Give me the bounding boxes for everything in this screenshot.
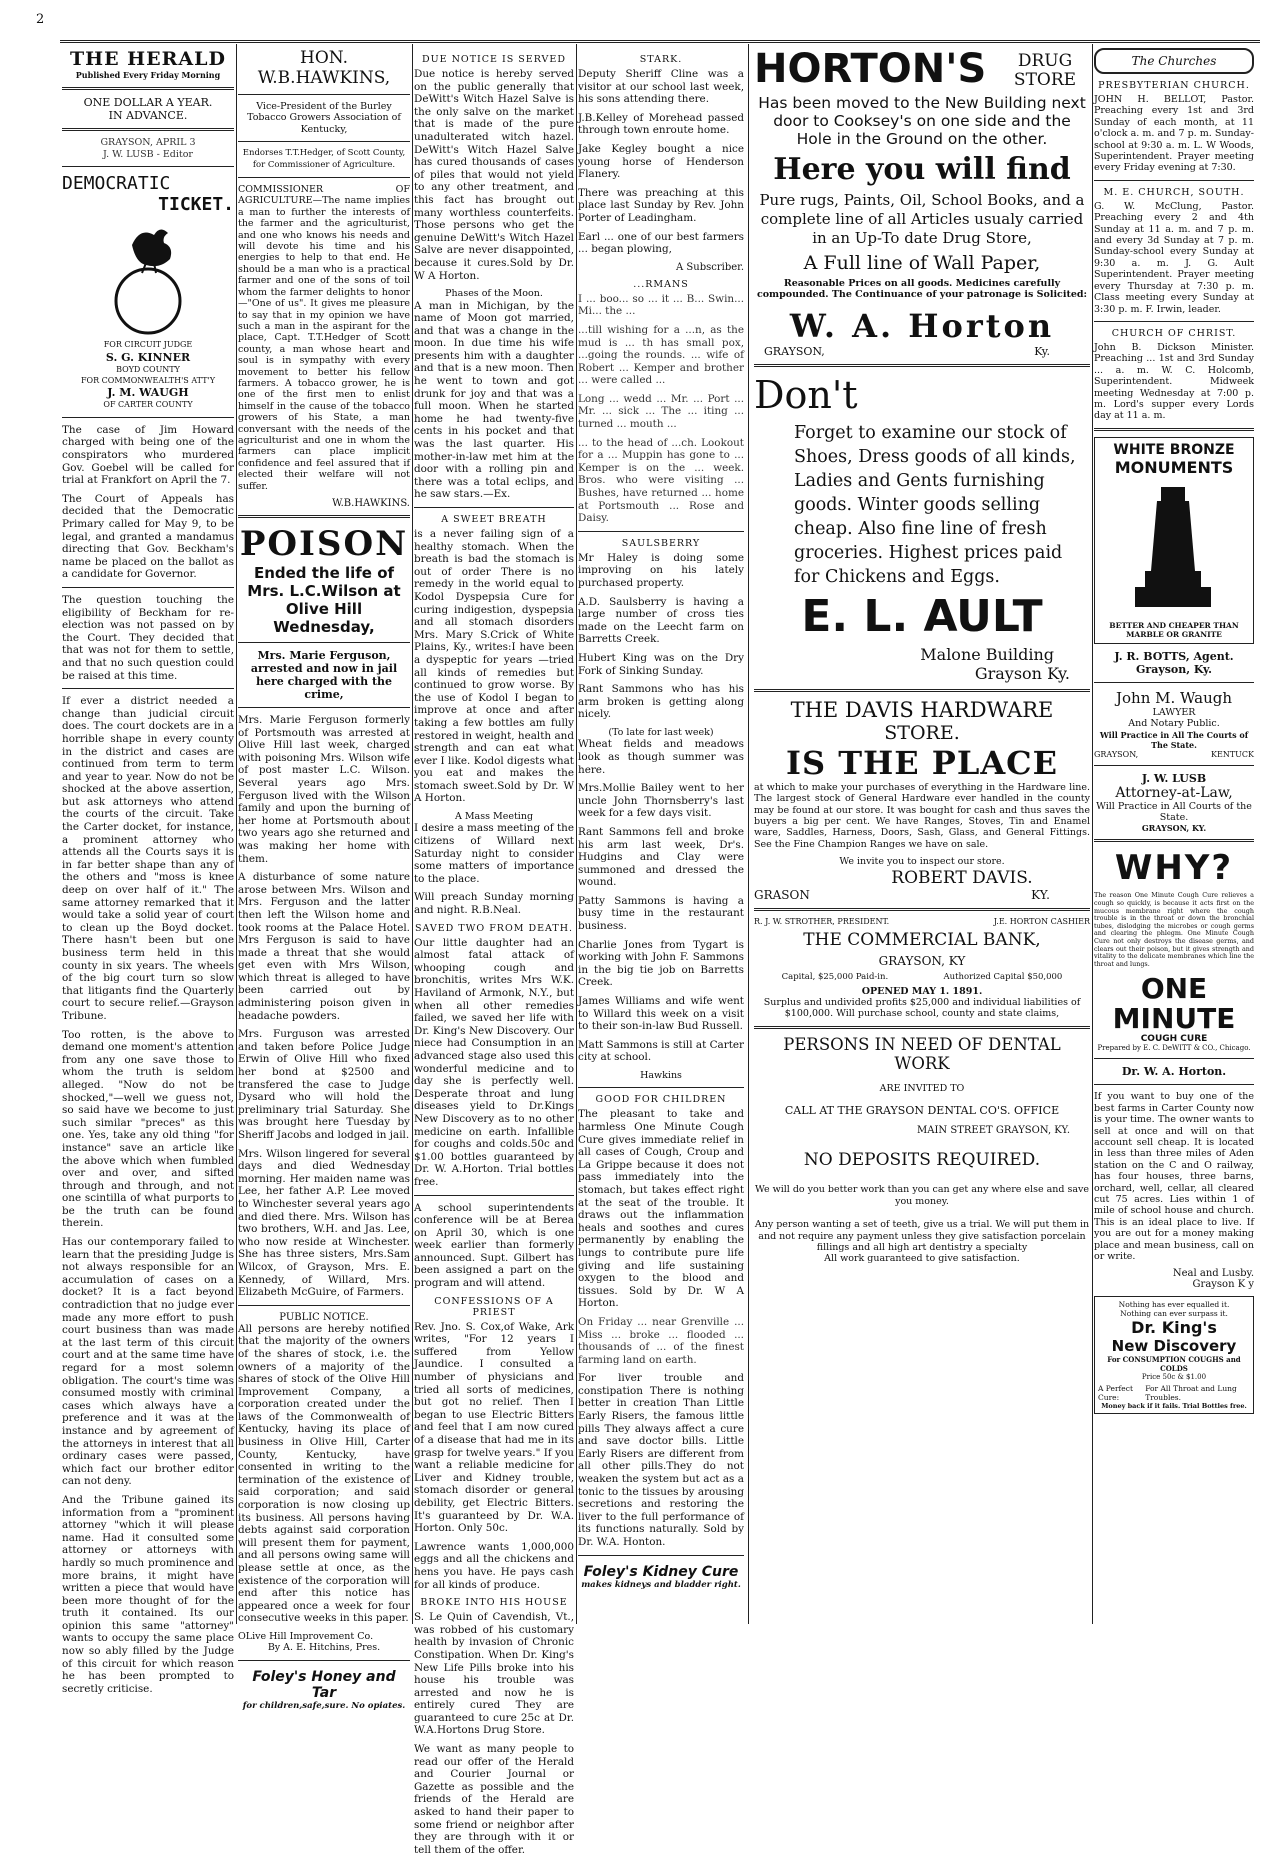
paragraph: Mrs. Marie Ferguson formerly of Portsmouth was arrested at Olive Hill last week, charged with poisoning Mrs. Wilson wife of post master L.C. Wilson. Several years ago Mrs. Ferguson lived with the Wilson family and upon the burning of her home at Portsmouth about two years ago she returned and was making her home with them. bbox=[238, 714, 410, 865]
rule bbox=[62, 417, 234, 418]
paragraph: is a never failing sign of a healthy stomach. When the breath is bad the stomach is out of order There is no remedy in the world equal to Kodol Dyspepsia Cure for curing indigestion, dyspepsia and all stomach disorders Mrs. Mary S.Crick of White Plains, Ky., writes:I have been a dyspeptic for years —tried all kinds of remedies but continued to grow worse. By the use of Kodol I began to improve at once and after taking a few bottles am fully restored in weight, health and strength and can eat what ever I like. Kodol digests what you eat and makes the stomach sweet.Sold by Dr. W A Horton. bbox=[414, 528, 574, 805]
paragraph: Has our contemporary failed to learn that the presiding Judge is not always responsible for an accumulation of cases on a docket? It is a fact beyond contradiction that no judge ever made any more effort to push court business than was made at the last term of this circuit court and at the same time have regard for a most solemn obligation. The court's time was consumed mostly with criminal cases which always have a preference and it was at the instance and by agreement of the attorneys in interest that all ordinary cases were passed, which fact our brother editor can not deny. bbox=[62, 1236, 234, 1488]
paragraph: A.D. Saulsberry is having a large number of cross ties made on the Leecht farm on Barretts Creek. bbox=[578, 595, 744, 646]
drking-title: Dr. King's bbox=[1131, 1318, 1217, 1338]
drking-newdisc: New Discovery bbox=[1111, 1337, 1237, 1356]
minute-heading: MINUTE bbox=[1112, 1002, 1236, 1036]
paragraph: Our little daughter had an almost fatal attack of whooping cough and bronchitis, writes Mrs W.K. Haviland of Armonk, N.Y., but when all other remedies failed, we saved her life with Dr. King's New Discovery. Our niece had Consumption in an advanced stage also used this wonderful medicine and to day she is perfectly well. Desperate throat and lung diseases yield to Dr.Kings New Discovery as to no other medicine on earth. Infallible for coughs and colds.50c and $1.00 bottles guaranteed by Dr. W. A.Horton. Trial bottles free. bbox=[414, 936, 574, 1188]
drking-nothing1: Nothing has ever equalled it. bbox=[1118, 1300, 1230, 1310]
monument-ad bbox=[1094, 437, 1254, 644]
why-body: The reason One Minute Cough Cure relieves a cough so quickly, is because it acts first on the mucous membrane right where the cough trouble is in the throat or down the bronchial tubes, dislodging the microbes or cough germs and clearing the phlegm. One Minute Cough Cure not only destroys the disease germs, and clears out their poison, but it gives strength and vitality to the delicate membranes which line the throat and lungs. bbox=[1094, 891, 1254, 968]
rule bbox=[1094, 1058, 1254, 1059]
dental-better: We will do you better work than you can get any where else and save you money. bbox=[754, 1184, 1090, 1207]
horton-name-small: Dr. W. A. Horton. bbox=[1121, 1065, 1227, 1079]
ault-ad bbox=[754, 373, 1090, 683]
horton-moved: Has been moved to the New Building next door to Cooksey's on one side and the Hole in the Ground on the other. bbox=[758, 94, 1086, 148]
editor-line: J. W. LUSB - Editor bbox=[103, 148, 193, 160]
atty-name: J. M. WAUGH bbox=[107, 386, 189, 400]
foley-kidney-ad: Foley's Kidney Cure bbox=[583, 1563, 739, 1580]
paragraph: James Williams and wife went to Willard this week on a visit to their son-in-law Bud Russell. bbox=[578, 995, 744, 1033]
paragraph: The Court of Appeals has decided that the Democratic Primary called for May 9, to be legal, and granted a mandamus directing that Gov. Beckham's name be placed on the ballot as a candidate for Governor. bbox=[62, 492, 234, 581]
bank-capital bbox=[754, 972, 1090, 982]
waugh-footer bbox=[1094, 750, 1254, 759]
bank-ad bbox=[754, 917, 1090, 1020]
paragraph: A man in Michigan, by the name of Moon got married, and that was a change in the moon. In due time his wife presents him with a daughter and that is a new moon. Then he went to town and got drunk for joy and that was a full moon. When he started home he had twenty-five cents in his pocket and that was the last quarter. His mother-in-law met him at the door with a rolling pin and there was a total eclips, and he saw stars.—Ex. bbox=[414, 299, 574, 501]
davis-place: IS THE PLACE bbox=[785, 743, 1059, 782]
rule bbox=[754, 908, 1090, 911]
page-number: 2 bbox=[36, 12, 45, 27]
paragraph: The pleasant to take and harmless One Minute Cough Cure gives immediate relief in all cases of Cough, Croup and La Grippe because it does not pass immediately into the stomach, but takes effect right at the seat of the trouble. It draws out the inflammation heals and soothes and cures permanently by enabling the lungs to contribute pure life giving and life sustaining oxygen to the blood and tissues. Sold by Dr. W A Horton. bbox=[578, 1108, 744, 1310]
rule bbox=[1094, 428, 1254, 431]
rule bbox=[1094, 321, 1254, 322]
bank-cashier: J.E. HORTON CASHIER bbox=[993, 916, 1090, 926]
capital-authorized: Authorized Capital $50,000 bbox=[943, 971, 1063, 982]
paragraph: And the Tribune gained its information from a "prominent attorney "which it will please name. Had it consulted some attorney or attorneys with hardly so much prominence and more brains, it might have written a piece that would have been more thought of for the truth it contained. Its our opinion this same "attorney" wants to occupy the same place now so ably filled by the Judge of this circuit for which reason he has been prompted to secretly criticise. bbox=[62, 1493, 234, 1695]
coughcure-label: COUGH CURE bbox=[1140, 1034, 1208, 1045]
paragraph: Mrs. Wilson lingered for several days and died Wednesday morning. Her maiden name was Lee, her father A.P. Lee moved to Winchester several years ago and died there. Mrs. Wilson has two brothers, W.H. and Jas. Lee, who now reside at Winchester. She has three sisters, Mrs.Sam Wilcox, of Grayson, Mrs. E. Kennedy, of Willard, Mrs. Elizabeth McGuire, of Farmers. bbox=[238, 1147, 410, 1299]
paragraph: ... to the head of ...ch. Lookout for a ... Muppin has gone to ... Kemper is on the ... week. Bros. who were visiting ... Bushes, have returned ... home at Portsmouth ... Rose and Daisy. bbox=[578, 436, 744, 525]
rule bbox=[1094, 1084, 1254, 1085]
paragraph: Charlie Jones from Tygart is working with John F. Sammons in the big tie job on Barretts Creek. bbox=[578, 938, 744, 989]
column-2 bbox=[238, 48, 410, 1711]
monument-sub: MONUMENTS bbox=[1114, 457, 1234, 477]
botts-name: J. R. BOTTS, Agent. bbox=[1114, 649, 1234, 663]
rule bbox=[414, 507, 574, 508]
notice-heading: PUBLIC NOTICE. bbox=[279, 1311, 369, 1323]
dental-street: MAIN STREET GRAYSON, KY. bbox=[917, 1125, 1070, 1137]
paragraph: J.B.Kelley of Morehead passed through town enroute home. bbox=[578, 111, 744, 137]
heading: A Mass Meeting bbox=[454, 811, 534, 823]
hawkins-heading: W.B.HAWKINS, bbox=[257, 68, 391, 88]
rule bbox=[754, 364, 1090, 367]
bank-president: R. J. W. STROTHER, PRESIDENT. bbox=[754, 916, 890, 926]
horton-wallpaper: A Full line of Wall Paper, bbox=[803, 252, 1041, 274]
paragraph: I ... boo... so ... it ... B... Swin... Mi... the ... bbox=[578, 292, 744, 318]
dental-call: CALL AT THE GRAYSON DENTAL CO'S. OFFICE bbox=[784, 1104, 1060, 1118]
ky-label: KY. bbox=[1031, 887, 1050, 902]
paragraph: We want as many people to read our offer of the Herald and Courier Journal or Gazette as possible and the friends of the Herald are asked to hand their paper to some friend or neighbor after they are through with it or tell them of the offer. bbox=[414, 1743, 574, 1856]
rule bbox=[578, 1555, 744, 1556]
heading: Phases of the Moon. bbox=[445, 288, 543, 300]
paragraph: All persons are hereby notified that the majority of the owners of the shares of stock, i.e. the owners of a majority of the shares of stock of the Olive Hill Improvement Company, a corporation created under the laws of the Commonwealth of Kentucky, having its place of business in Olive Hill, Carter County, Kentucky, have consented in writing to the termination of the existence of said corporation; and said corporation is now closing up its business. All persons having debts against said corporation will present them for payment, and all persons owing same will please settle at once, as the existence of the corporation will end after this notice has appeared once a week for four consecutive weeks in this paper. bbox=[238, 1322, 410, 1625]
published-line: Published Every Friday Morning bbox=[75, 70, 221, 80]
rule bbox=[62, 128, 234, 131]
atty-label: FOR COMMONWEALTH'S ATT'Y bbox=[81, 376, 215, 386]
waugh-practice: Will Practice in All The Courts of The State. bbox=[1099, 729, 1249, 750]
paragraph: I desire a mass meeting of the citizens of Willard next Saturday night to consider some matters of importance to the place. bbox=[414, 822, 574, 885]
foley-kidney-sub: makes kidneys and bladder right. bbox=[581, 1579, 741, 1590]
late-note: (To late for last week) bbox=[608, 726, 714, 738]
davis-ad bbox=[754, 698, 1090, 902]
democratic-heading: DEMOCRATIC bbox=[62, 173, 171, 195]
rule bbox=[1094, 682, 1254, 683]
paragraph: A disturbance of some nature arose between Mrs. Wilson and Mrs. Ferguson and the latter then left the Wilson home and took rooms at the Palace Hotel. Mrs Ferguson is said to have made a threat that she would get even with Mrs Wilson, which threat is alleged to have been carried out by administering poison given in headache powders. bbox=[238, 871, 410, 1022]
ticket-heading: TICKET. bbox=[158, 194, 234, 216]
lusb-practice: Will Practice in All Courts of the State. bbox=[1096, 800, 1252, 823]
paragraph: The case of Jim Howard charged with being one of the conspirators who murdered Gov. Goebel will be called for trial at Frankfort on April the 7. bbox=[62, 423, 234, 487]
rule bbox=[238, 1305, 410, 1306]
heading: ...RMANS bbox=[633, 278, 689, 290]
column-rule bbox=[236, 44, 237, 1624]
lusb-title: Attorney-at-Law, bbox=[1115, 784, 1233, 801]
column-1 bbox=[62, 48, 234, 1695]
endorse-line: Endorses T.T.Hedger, of Scott County, for Commissioner of Agriculture. bbox=[242, 148, 406, 170]
churches-heading: The Churches bbox=[1094, 48, 1254, 74]
rule bbox=[1094, 765, 1254, 766]
rule bbox=[238, 141, 410, 142]
column-rule bbox=[1092, 44, 1093, 1624]
paragraph: Rant Sammons who has his arm broken is getting along nicely. bbox=[578, 683, 744, 721]
waugh-name: John M. Waugh bbox=[1115, 688, 1232, 707]
paragraph: Deputy Sheriff Cline was a visitor at our school last week, his sons attending there. bbox=[578, 68, 744, 106]
masthead: THE HERALD bbox=[70, 48, 226, 70]
monument-title: WHITE BRONZE bbox=[1113, 441, 1235, 458]
president-line: By A. E. Hitchins, Pres. bbox=[267, 1642, 381, 1654]
paragraph: Mr Haley is doing some improving on his lately purchased property. bbox=[578, 551, 744, 589]
dental-invited: ARE INVITED TO bbox=[879, 1082, 965, 1094]
horton-prices: Reasonable Prices on all goods. Medicines carefully compounded. The Continuance of your patronage is Solicited: bbox=[756, 278, 1088, 301]
top-rule bbox=[60, 40, 1260, 43]
bank-officers bbox=[754, 917, 1090, 926]
horton-items: Pure rugs, Paints, Oil, School Books, and a complete line of all Articles usualy carried in an Up-To date Drug Store, bbox=[759, 191, 1085, 247]
davis-invite: We invite you to inspect our store. bbox=[839, 856, 1005, 868]
one-heading: ONE bbox=[1140, 972, 1208, 1006]
paragraph: JOHN H. BELLOT, Pastor. Preaching every 1st and 3rd Sunday of each month, at 11 o'clock a. m. and 7 p. m. Sunday-school at 9:30 a. m. L. W Woods, Superintendent. Prayer meeting every Friday evening at 7:30. bbox=[1094, 94, 1254, 174]
heading: BROKE INTO HIS HOUSE bbox=[420, 1597, 568, 1609]
paragraph: The question touching the eligibility of Beckham for re-election was not passed on by the Court. They decided that that was not for them to settle, and that no such question could be raised at this time. bbox=[62, 593, 234, 682]
column-rule bbox=[748, 44, 749, 1624]
paragraph: Wheat fields and meadows look as though summer was here. bbox=[578, 738, 744, 776]
paragraph: Matt Sammons is still at Carter city at school. bbox=[578, 1038, 744, 1064]
rule bbox=[414, 1195, 574, 1196]
dateline: GRAYSON, APRIL 3 bbox=[100, 137, 196, 149]
heading: SAVED TWO FROM DEATH. bbox=[414, 922, 574, 934]
heading: CONFESSIONS OF A PRIEST bbox=[434, 1295, 554, 1318]
paragraph: Too rotten, is the above to demand one moment's attention from any one save those to whom the truth is seldom alleged. "Now do not be shocked,"—well we guess not, so said have we become to just such similar "preces" as this one. Yes, take any old thing "for instance" save an article like the above which when fumbled over and over, and sifted through and through, and not one scintilla of what purports to be the truth can be found therein. bbox=[62, 1028, 234, 1230]
kentuck-label: KENTUCK bbox=[1211, 749, 1254, 759]
lusb-location: GRAYSON, KY. bbox=[1141, 823, 1207, 834]
paragraph: COMMISSIONER OF AGRICULTURE—The name implies a man to further the interests of the farmer and the agriculturist, and one who knows his needs and will devote his time and his energies to help to that end. He should be a man who is a practical farmer and one of the sons of toil whom the farmer delights to honor—"One of us". It gives me pleasure to say that in my opinion we have such a man in the aspirant for the place, Capt. T.T.Hedger of Scott county, a man whose heart and soul is in sympathy with every movement to better his fellow farmers. A tobacco grower, he is one of the first men to enlist himself in the cause of the tobacco growers of his State, a man conversant with the needs of the agriculturist and one in whom the farmers can place implicit confidence and feel assured that if elected their welfare will not suffer. bbox=[238, 184, 410, 492]
capital-paid: Capital, $25,000 Paid-in. bbox=[781, 971, 889, 982]
rule bbox=[62, 87, 234, 90]
bank-location: GRAYSON, KY bbox=[878, 953, 966, 968]
arrested-heading: Mrs. Marie Ferguson, arrested and now in jail here charged with the crime, bbox=[250, 649, 398, 701]
botts-location: Grayson, Ky. bbox=[1136, 662, 1212, 676]
dental-nodeposit: NO DEPOSITS REQUIRED. bbox=[803, 1150, 1041, 1171]
rule bbox=[238, 515, 410, 518]
ault-building: Malone Building bbox=[920, 644, 1054, 664]
grayson-label: GRAYSON, bbox=[1094, 749, 1139, 759]
waugh-notary: And Notary Public. bbox=[1128, 718, 1220, 730]
rule bbox=[238, 177, 410, 178]
rule bbox=[1094, 180, 1254, 181]
paragraph: Rev. Jno. S. Cox,of Wake, Ark writes, "For 12 years I suffered from Yellow Jaundice. I consulted a number of physicians and tried all sorts of medicines, but got no relief. Then I began to use Electric Bitters and feel that I am now cured of a disease that had me in its grasp for twelve years." If you want a reliable medicine for Liver and Kidney trouble, stomach disorder or general debility, get Electric Bitters. It's guaranteed by Dr. W.A. Horton. Only 50c. bbox=[414, 1320, 574, 1535]
signature: W.B.HAWKINS. bbox=[332, 498, 410, 509]
column-rule bbox=[576, 44, 577, 1624]
paragraph: Will preach Sunday morning and night. R.B.Neal. bbox=[414, 891, 574, 917]
neal-location: Grayson K y bbox=[1192, 1279, 1254, 1291]
bank-opened: OPENED MAY 1. 1891. bbox=[861, 985, 983, 997]
heading: GOOD FOR CHILDREN bbox=[595, 1094, 727, 1106]
paragraph: A school superintendents conference will be at Berea on April 30, which is one week earlier than formerly announced. Supt. Gilbert has been assigned a part on the program and will attend. bbox=[414, 1201, 574, 1290]
davis-title: THE DAVIS HARDWARE bbox=[790, 697, 1054, 722]
dont-heading: Don't bbox=[754, 372, 858, 417]
horton-footer bbox=[754, 345, 1090, 358]
heading: PRESBYTERIAN CHURCH. bbox=[1098, 80, 1250, 91]
drking-ad bbox=[1094, 1296, 1254, 1414]
column-4 bbox=[578, 48, 744, 1588]
paragraph: Earl ... one of our best farmers ... began plowing, bbox=[578, 230, 744, 256]
davis-footer bbox=[754, 888, 1090, 902]
paragraph: Due notice is hereby served on the public generally that DeWitt's Witch Hazel Salve is the only salve on the market that is made of the pure unadulterated witch hazel. DeWitt's Witch Hazel Salve has cured thousands of cases of piles that would not yield to any other treatment, and this fact has brought out many worthless counterfeits. Those persons who get the genuine DeWitt's Witch Hazel Salve are never disappointed, because it cures.Sold by Dr. W A Horton. bbox=[414, 68, 574, 282]
advance-line: IN ADVANCE. bbox=[108, 109, 188, 123]
ault-body: Forget to examine our stock of Shoes, Dress goods of all kinds, Ladies and Gents furnishing goods. Winter goods selling cheap. Also fine line of fresh groceries. Highest prices paid for Chickens and Eggs. bbox=[794, 422, 1076, 587]
rule bbox=[238, 642, 410, 643]
horton-find: Here you will find bbox=[773, 152, 1071, 187]
davis-store: STORE. bbox=[884, 721, 960, 744]
paragraph: Patty Sammons is having a busy time in the restaurant business. bbox=[578, 894, 744, 933]
judge-label: FOR CIRCUIT JUDGE bbox=[103, 340, 193, 350]
drking-throat: For All Throat and Lung Troubles. bbox=[1145, 1384, 1237, 1403]
paragraph: Hubert King was on the Dry Fork of Sinking Sunday. bbox=[578, 651, 744, 677]
heading: CHURCH OF CHRIST. bbox=[1111, 327, 1237, 339]
bank-name: THE COMMERCIAL BANK, bbox=[803, 929, 1041, 950]
paragraph: S. Le Quin of Cavendish, Vt., was robbed of his customary health by invasion of Chronic Constipation. When Dr. King's New Life Pills broke into his house his trouble was arrested and now he is entirely cured They are guaranteed to cure 25c at Dr. W.A.Hortons Drug Store. bbox=[414, 1611, 574, 1737]
column-6 bbox=[1094, 48, 1254, 1608]
rule bbox=[578, 531, 744, 532]
foley-honey-sub: for children,safe,sure. No opiates. bbox=[242, 1700, 406, 1711]
rule bbox=[754, 1026, 1090, 1029]
paragraph: John B. Dickson Minister. Preaching ... 1st and 3rd Sunday ... a. m. W. C. Holcomb, Superintendent. Midweek meeting Wednesday at 7:00 p. m. Lord's supper every Lords day at 11 a. m. bbox=[1094, 341, 1254, 422]
signature: A Subscriber. bbox=[676, 261, 744, 273]
paragraph: Lawrence wants 1,000,000 eggs and all the chickens and hens you have. He pays cash for all kinds of produce. bbox=[414, 1540, 574, 1591]
paragraph: ...till wishing for a ...n, as the mud is ... th has small pox, ...going the rounds. ... wife of Robert ... Kemper and brother ... were called ... bbox=[578, 323, 744, 387]
paragraph: Jake Kegley bought a nice young horse of Henderson Flanery. bbox=[578, 142, 744, 181]
rule bbox=[238, 94, 410, 95]
dental-guar: All work guaranteed to give satisfaction. bbox=[824, 1253, 1020, 1265]
column-rule bbox=[412, 44, 413, 1624]
drking-money: Money back if it fails. Trial Bottles free. bbox=[1101, 1402, 1247, 1411]
rooster-emblem-icon bbox=[62, 215, 234, 335]
dental-ad bbox=[754, 1035, 1090, 1265]
heading: STARK. bbox=[639, 54, 683, 65]
judge-county: BOYD COUNTY bbox=[116, 364, 180, 374]
foley-honey-ad: Foley's Honey and Tar bbox=[252, 1668, 396, 1701]
davis-robert: ROBERT DAVIS. bbox=[891, 867, 1033, 888]
ault-name: E. L. AULT bbox=[801, 590, 1043, 642]
heading: M. E. CHURCH, SOUTH. bbox=[1103, 186, 1245, 198]
rule bbox=[62, 587, 234, 588]
lusb-name: J. W. LUSB bbox=[1141, 771, 1207, 785]
davis-body: at which to make your purchases of everything in the Hardware line. The largest stock of General Hardware ever handled in the county may be found at our store. It was bought for cash and thus saves the buyers a big per cent. We have Ranges, Stoves, Tin and Enamel ware, Saddles, Harness, Doors, Sash, Glass, and General Fittings. See the Fine Champion Ranges we have on sale. bbox=[754, 781, 1090, 850]
grason-label: GRASON bbox=[754, 887, 810, 902]
column-5-ads bbox=[754, 48, 1090, 1608]
ky-label: Ky. bbox=[1034, 344, 1050, 358]
neal-line: Neal and Lusby. bbox=[1172, 1268, 1254, 1280]
paragraph: There was preaching at this place last Sunday by Rev. John Porter of Leadingham. bbox=[578, 186, 744, 224]
rule bbox=[62, 688, 234, 689]
hawkins-sub: Vice-President of the Burley Tobacco Growers Association of Kentucky, bbox=[247, 101, 401, 135]
ended-heading: Ended the life of Mrs. L.C.Wilson at Olive Hill Wednesday, bbox=[247, 564, 401, 636]
heading: DUE NOTICE IS SERVED bbox=[422, 54, 566, 65]
drking-row bbox=[1098, 1384, 1250, 1402]
horton-ad bbox=[754, 48, 1090, 358]
why-heading: WHY? bbox=[1114, 848, 1234, 889]
dental-any: Any person wanting a set of teeth, give us a trial. We will put them in and not require any payment unless they give satisfaction porcelain fillings and all high art dentistry a specialty bbox=[754, 1219, 1090, 1253]
poison-heading: POISON bbox=[239, 524, 409, 564]
paragraph: If ever a district needed a change than judicial circuit does. The court dockets are in a horrible shape in every county in the district and cases are continued from term to term and year to year. Now do not be shocked at the above assertion, but ask attorneys who attend the courts of the circuit. Take the Carter docket, for instance, a prominent attorney who attends all the Courts says it is in far better shape than any of the others and "moss is knee deep on over half of it." The same attorney remarked that it would take a solid year of court to clean up the Boyd docket. There hasn't been but one business term held in this county in six years. The wheels of the big court turn so slow that litigants find the Quarterly court to secure relief.—Grayson Tribune. bbox=[62, 695, 234, 1022]
drking-for: For CONSUMPTION COUGHS and COLDS bbox=[1107, 1355, 1241, 1374]
horton-sign: W. A. Horton bbox=[789, 306, 1055, 345]
paragraph: Mrs.Mollie Bailey went to her uncle John Thornsberry's last week for a few days visit. bbox=[578, 782, 744, 820]
paragraph: G. W. McClung, Pastor. Preaching every 2 and 4th Sunday at 11 a. m. and 7 p. m. and every 3d Sunday at 7 p. m. Sunday-school every Sunday at 9:30 a. m. J. G. Ault Superintendent. Prayer meeting every Thursday at 7:30 p. m. Class meeting every Sunday at 3:30 p. m. F. Irwin, leader. bbox=[1094, 200, 1254, 315]
waugh-lawyer: LAWYER bbox=[1152, 706, 1196, 718]
judge-name: S. G. KINNER bbox=[105, 350, 191, 364]
prepared-line: Prepared by E. C. DeWITT & CO., Chicago. bbox=[1097, 1044, 1251, 1053]
paragraph: Mrs. Furguson was arrested and taken before Police Judge Erwin of Olive Hill who fixed her bond at $2500 and transfered the case to Judge Dysard who will hold the preliminary trial Saturday. She was brought here Tuesday by Sheriff Jacobs and lodged in jail. bbox=[238, 1028, 410, 1141]
rule bbox=[238, 1660, 410, 1661]
rule bbox=[754, 689, 1090, 692]
rule bbox=[238, 707, 410, 708]
company-line: OLive Hill Improvement Co. bbox=[238, 1630, 374, 1642]
rule bbox=[62, 166, 234, 167]
paragraph: If you want to buy one of the best farms in Carter County now is your time. The owner wants to sell at once and will on that account sell cheap. It is located in less than three miles of Aden station on the C and O railway, has four houses, three barns, orchard, well, cellar, all cleared cut 75 acres. Lies within 1 of mile of school house and church. This is an ideal place to live. If you are out for a money making place and mean business, call on or write. bbox=[1094, 1091, 1254, 1262]
horton-name: HORTON'S bbox=[754, 46, 987, 92]
bank-surplus: Surplus and undivided profits $25,000 and individual liabilities of $100,000. Will purchase school, county and state claims, bbox=[763, 997, 1081, 1020]
drking-price: Price 50c & $1.00 bbox=[1141, 1373, 1207, 1382]
paragraph: Rant Sammons fell and broke his arm last week, Dr's. Hudgins and Clay were summoned and dressed the wound. bbox=[578, 825, 744, 889]
column-3 bbox=[414, 48, 574, 1856]
monument-icon bbox=[1099, 477, 1247, 617]
ault-location: Grayson Ky. bbox=[974, 663, 1070, 683]
rule bbox=[1094, 839, 1254, 842]
grayson-label: GRAYSON, bbox=[764, 344, 825, 358]
rule bbox=[578, 1087, 744, 1088]
paragraph: Long ... wedd ... Mr. ... Port ... Mr. ... sick ... The ... iting ... turned ... mouth ... bbox=[578, 392, 744, 431]
hon-heading: HON. bbox=[300, 48, 348, 68]
dental-heading: PERSONS IN NEED OF DENTAL WORK bbox=[783, 1034, 1061, 1073]
horton-drug: DRUG STORE bbox=[1013, 51, 1077, 90]
paragraph: On Friday ... near Grenville ... Miss ... broke ... flooded ... thousands of ... of the finest farming land on earth. bbox=[578, 1315, 744, 1366]
paragraph: For liver trouble and constipation There is nothing better in creation Than Little Early Risers, the famous little pills They always affect a cure and save doctor bills. Little Early Risers are different from all other pills.They do not weaken the system but act as a tonic to the tissues by arousing secretions and restoring the liver to the full performance of its functions naturally. Sold by Dr. W.A. Honton. bbox=[578, 1372, 744, 1548]
atty-county: OF CARTER COUNTY bbox=[103, 400, 193, 410]
signature: Hawkins bbox=[640, 1070, 682, 1081]
drking-perfect: A Perfect Cure: bbox=[1098, 1384, 1133, 1403]
monument-better: BETTER AND CHEAPER THAN MARBLE OR GRANITE bbox=[1109, 620, 1239, 639]
heading: A SWEET BREATH bbox=[441, 514, 547, 525]
heading: SAULSBERRY bbox=[621, 537, 701, 549]
price-line: ONE DOLLAR A YEAR. bbox=[83, 96, 213, 110]
drking-nothing2: Nothing can ever surpass it. bbox=[1120, 1309, 1228, 1319]
